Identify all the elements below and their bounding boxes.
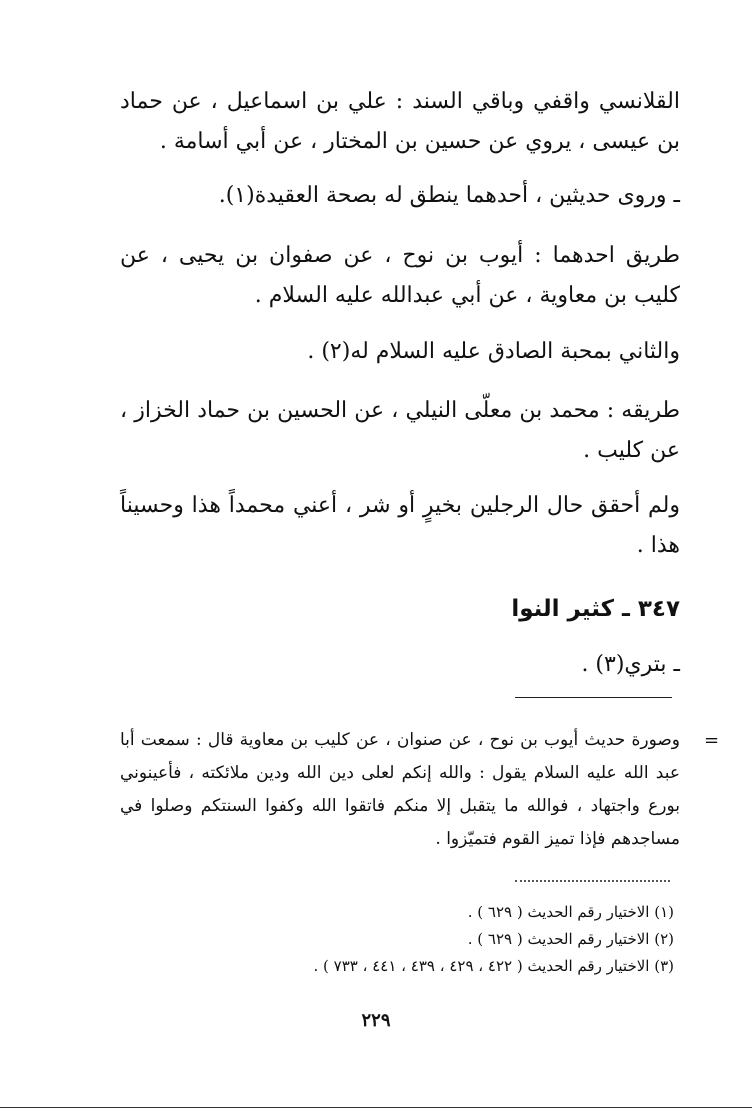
note-separator bbox=[515, 697, 672, 698]
entry-line: ـ بتري(٣) . bbox=[581, 652, 680, 677]
paragraph-first-chain: طريق احدهما : أيوب بن نوح ، عن صفوان بن يحيى ، عن كليب بن معاوية ، عن أبي عبدالله عليه السلام . bbox=[120, 243, 680, 308]
page-number: ٢٢٩ bbox=[361, 1010, 391, 1031]
paragraph-two-hadiths: ـ وروى حديثين ، أحدهما ينطق له بصحة العقيدة(١). bbox=[218, 183, 680, 208]
paragraph-sanad: القلانسي واقفي وباقي السند : علي بن اسماعيل ، عن حماد بن عيسى ، يروي عن حسين بن المختار ، عن أبي أسامة . bbox=[120, 89, 680, 154]
footnote-separator bbox=[515, 880, 670, 882]
footnote-3: (٣) الاختيار رقم الحديث ( ٤٢٢ ، ٤٢٩ ، ٤٣٩ ، ٤٤١ ، ٧٣٣ ) . bbox=[313, 957, 674, 975]
footnote-1: (١) الاختيار رقم الحديث ( ٦٢٩ ) . bbox=[467, 903, 674, 921]
paragraph-author-remark: ولم أحقق حال الرجلين بخيرٍ أو شر ، أعني محمداً هذا وحسيناً هذا . bbox=[120, 493, 680, 558]
paragraph-second-chain: طريقه : محمد بن معلّى النيلي ، عن الحسين بن حماد الخزاز ، عن كليب . bbox=[120, 398, 680, 463]
entry-heading: ٣٤٧ ـ كثير النوا bbox=[511, 596, 680, 622]
paragraph-second-hadith: والثاني بمحبة الصادق عليه السلام له(٢) . bbox=[307, 339, 680, 364]
hadith-note: وصورة حديث أيوب بن نوح ، عن صنوان ، عن كليب بن معاوية قال : سمعت أبا عبد الله عليه السلام يقول : والله إنكم لعلى دين الله ودين ملائكته ، فأعينوني بورع واجتهاد ، فوالله ما يتقبل إلا منكم فاتقوا الله وكفوا السنتكم وصلوا في مساجدهم فإذا تميز القوم فتميّزوا . bbox=[120, 730, 680, 849]
continuation-mark: = bbox=[704, 730, 720, 751]
scan-edge-line bbox=[0, 1107, 752, 1108]
footnote-2: (٢) الاختيار رقم الحديث ( ٦٢٩ ) . bbox=[467, 930, 674, 948]
